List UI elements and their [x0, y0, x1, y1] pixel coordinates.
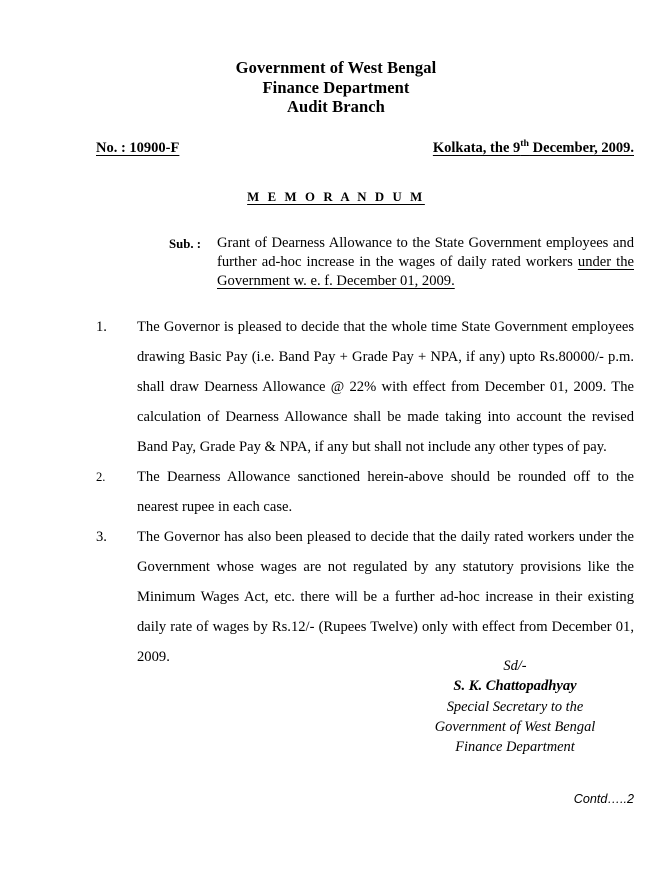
place-date-prefix: Kolkata, the 9: [432, 140, 521, 156]
memorandum-title: [0, 188, 672, 206]
page-footer: [0, 790, 634, 808]
paragraph-item: [96, 462, 634, 522]
subject-block: [169, 234, 634, 291]
continuation-note: Contd…..2: [573, 792, 634, 806]
paragraph-item: [96, 312, 634, 462]
memorandum-title-text: M E M O R A N D U M: [247, 190, 425, 204]
heading-line-organisation: Government of West Bengal: [235, 58, 437, 77]
signatory-designation-line-3: Finance Department: [455, 739, 575, 755]
date-ordinal-suffix: th: [520, 138, 530, 150]
heading-line-department: Finance Department: [262, 77, 410, 97]
memo-number: No. : 10900-F: [96, 140, 180, 156]
paragraph-number: 1.: [96, 319, 107, 335]
paragraph-number: 2.: [96, 470, 106, 484]
document-heading: [0, 58, 672, 117]
signatory-name: S. K. Chattopadhyay: [453, 678, 577, 694]
paragraph-text: The Dearness Allowance sanctioned herein-above should be rounded off to the nearest rupee in each case.: [137, 469, 634, 515]
reference-line: [96, 140, 634, 157]
paragraph-text: The Governor has also been pleased to decide that the daily rated workers under the Government whose wages are not regulated by any statutory provisions like the Minimum Wages Act, etc. there will be a further ad-hoc increase in their existing daily rate of wages by Rs.12/- (Rupees Twelve) only with effect from December 01, 2009.: [137, 529, 634, 665]
place-and-date: [433, 140, 634, 157]
paragraph-number: 3.: [96, 529, 107, 545]
subject-text: [217, 234, 634, 291]
signature-block: [382, 656, 648, 757]
subject-label: Sub. :: [169, 237, 202, 251]
subject-line-2: and further ad-hoc increase in the wages of daily rated workers: [217, 235, 634, 270]
heading-line-branch: Audit Branch: [287, 97, 385, 116]
signatory-designation-line-2: Government of West Bengal: [434, 719, 596, 735]
subject-line-1: Grant of Dearness Allowance to the State Government employees: [217, 235, 609, 251]
paragraph-item: [96, 522, 634, 672]
paragraph-text: The Governor is pleased to decide that the whole time State Government employees drawing Basic Pay (i.e. Band Pay + Grade Pay + NPA, if any) upto Rs.80000/- p.m. shall draw Dearness Allowance @ 22% with effect from December 01, 2009. The calculation of Dearness Allowance shall be made taking into account the revised Band Pay, Grade Pay & NPA, if any but shall not include any other types of pay.: [137, 319, 634, 455]
paragraph-list: [96, 312, 634, 672]
subject-line-3: under the Government w. e. f. December 01, 2009.: [217, 254, 634, 289]
place-date-suffix: December, 2009.: [529, 140, 634, 156]
signed-marker: Sd/-: [503, 658, 527, 674]
signatory-designation-line-1: Special Secretary to the: [446, 699, 584, 715]
